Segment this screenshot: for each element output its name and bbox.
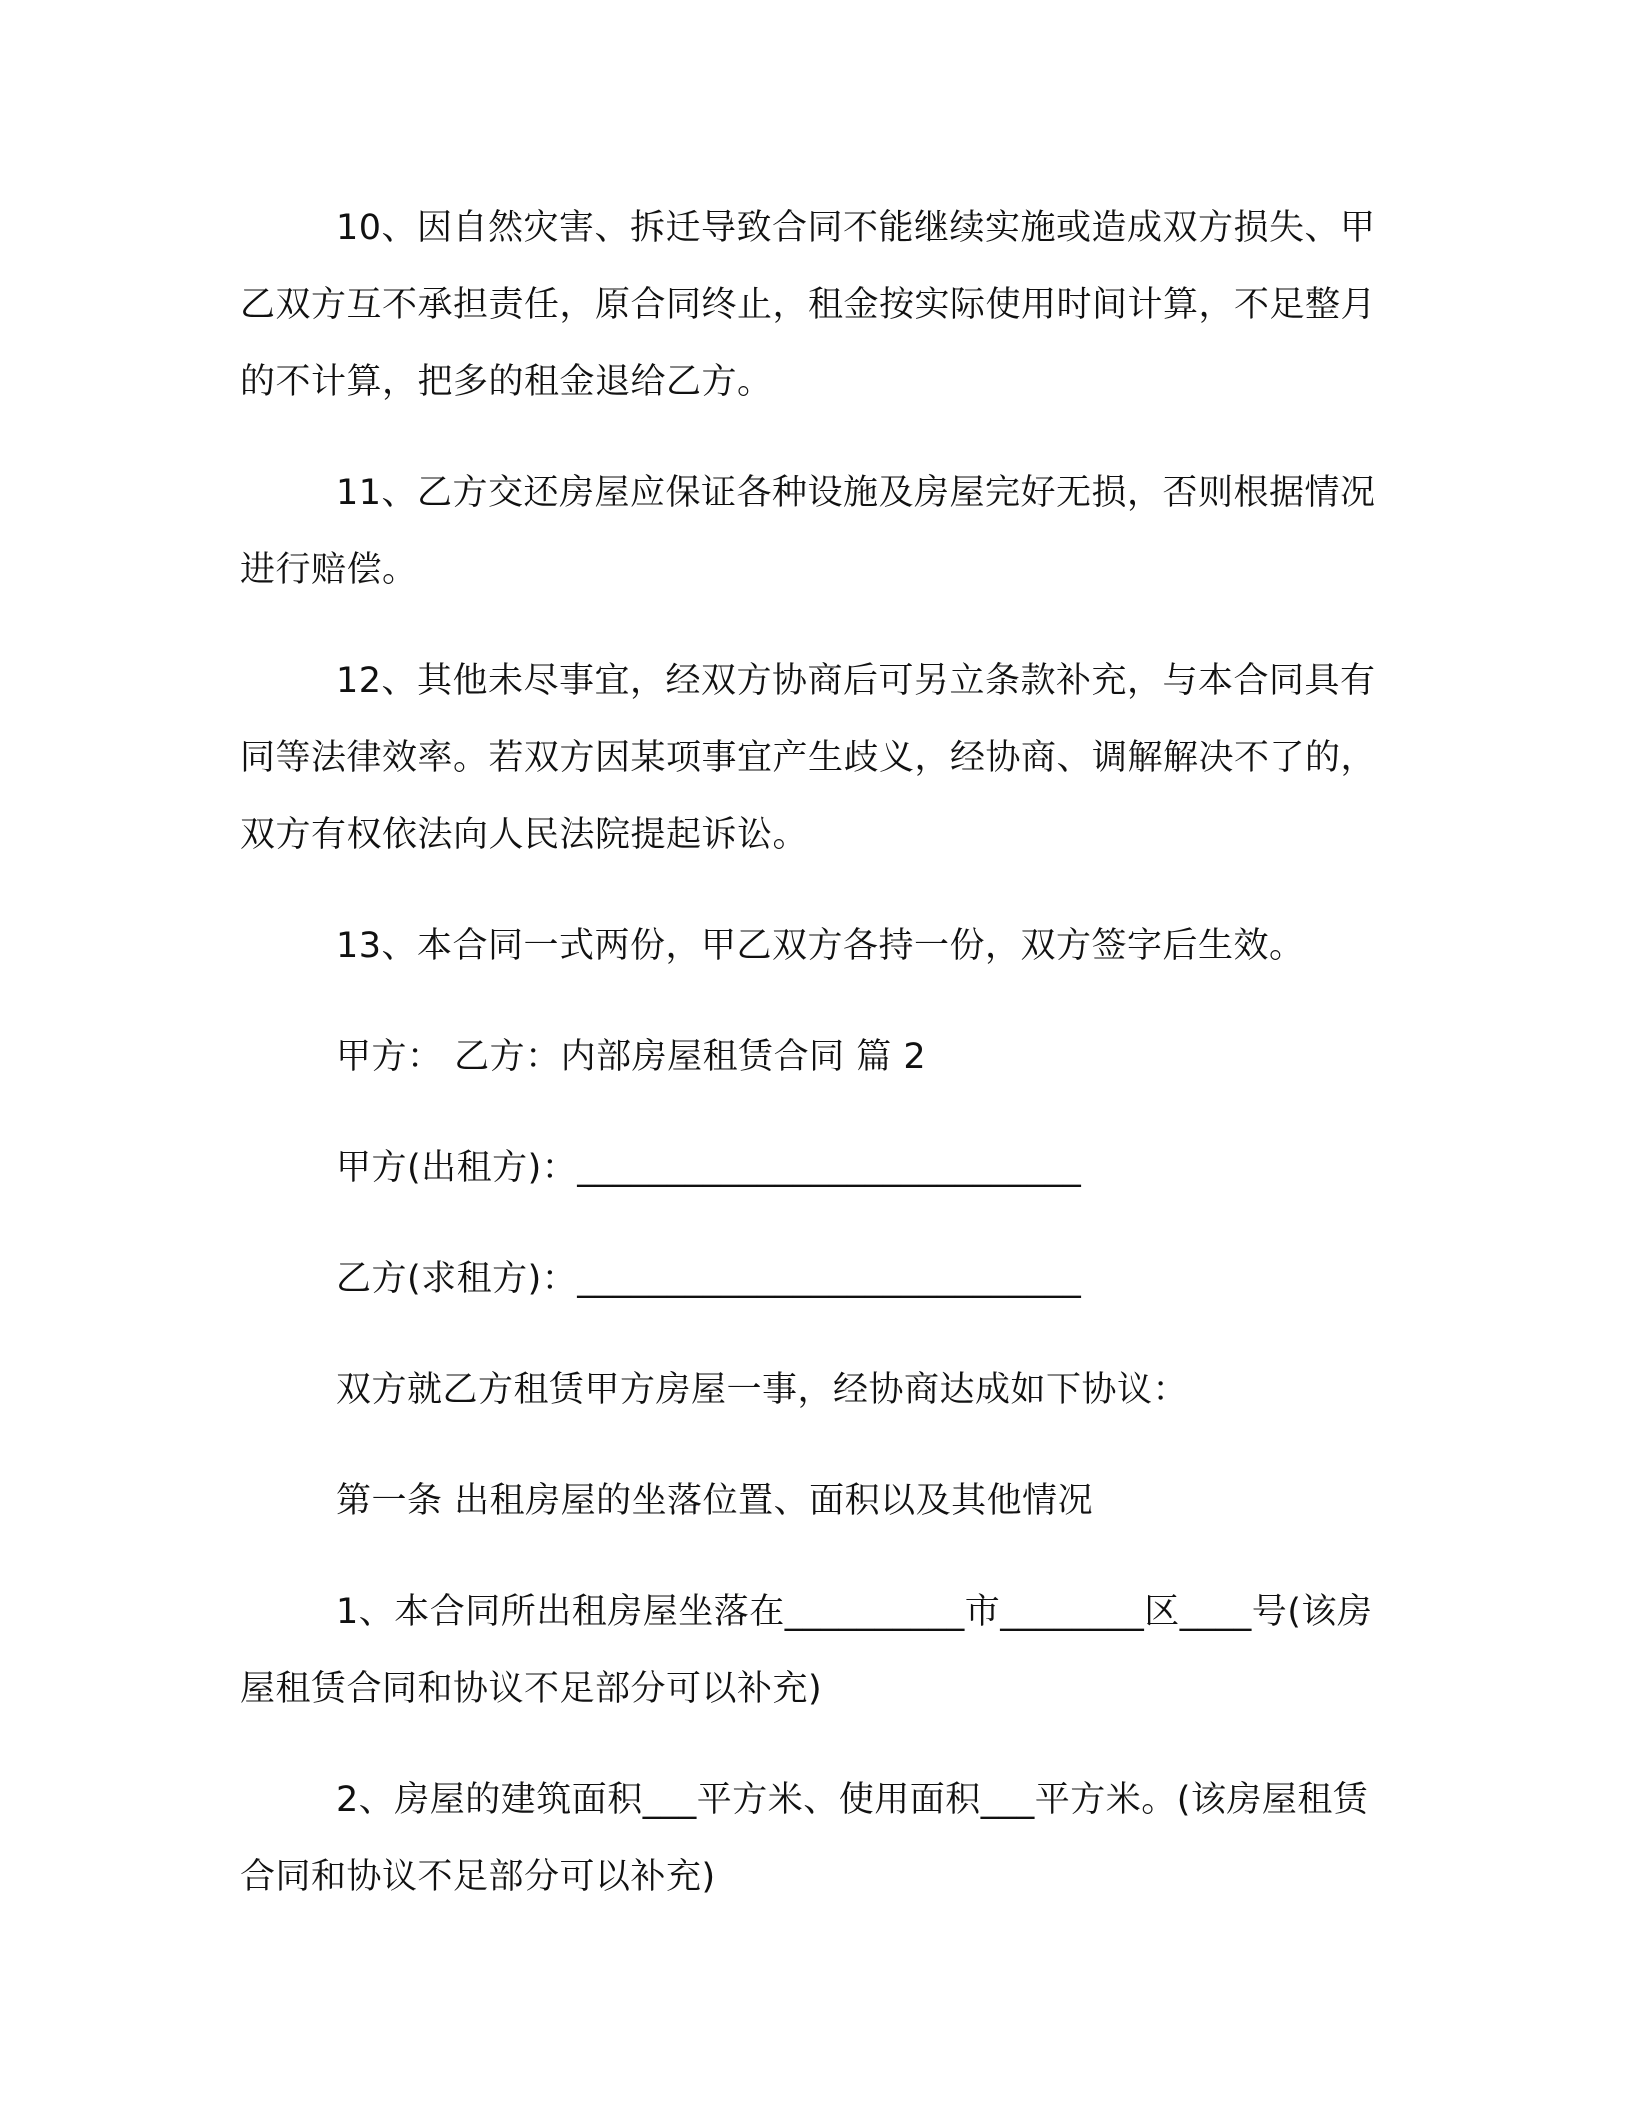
article-1-heading: 第一条 出租房屋的坐落位置、面积以及其他情况 [336, 1481, 1094, 1521]
clause-13: 13、本合同一式两份，甲乙双方各持一份，双方签字后生效。 [336, 926, 1305, 966]
agreement-intro: 双方就乙方租赁甲方房屋一事，经协商达成如下协议： [336, 1370, 1189, 1410]
article-1-item-1: 1、本合同所出租房屋坐落在__________市________区____号(该房屋租赁合同和协议不足部分可以补充) [240, 1592, 1373, 1709]
article-1-item-2: 2、房屋的建筑面积___平方米、使用面积___平方米。(该房屋租赁合同和协议不足部分可以补充) [240, 1780, 1369, 1897]
lessee-line: 乙方(求租方)：____________________________ [336, 1259, 1082, 1299]
lessor-line: 甲方(出租方)：____________________________ [336, 1148, 1082, 1188]
document-page [240, 190, 1390, 1950]
clause-11: 11、乙方交还房屋应保证各种设施及房屋完好无损，否则根据情况进行赔偿。 [240, 473, 1376, 590]
signature-and-title-line: 甲方： 乙方：内部房屋租赁合同 篇 2 [336, 1037, 927, 1077]
clause-10: 10、因自然灾害、拆迁导致合同不能继续实施或造成双方损失、甲乙双方互不承担责任，原合同终止，租金按实际使用时间计算，不足整月的不计算，把多的租金退给乙方。 [240, 208, 1377, 402]
clause-12: 12、其他未尽事宜，经双方协商后可另立条款补充，与本合同具有同等法律效率。若双方因某项事宜产生歧义，经协商、调解解决不了的，双方有权依法向人民法院提起诉讼。 [240, 661, 1377, 855]
